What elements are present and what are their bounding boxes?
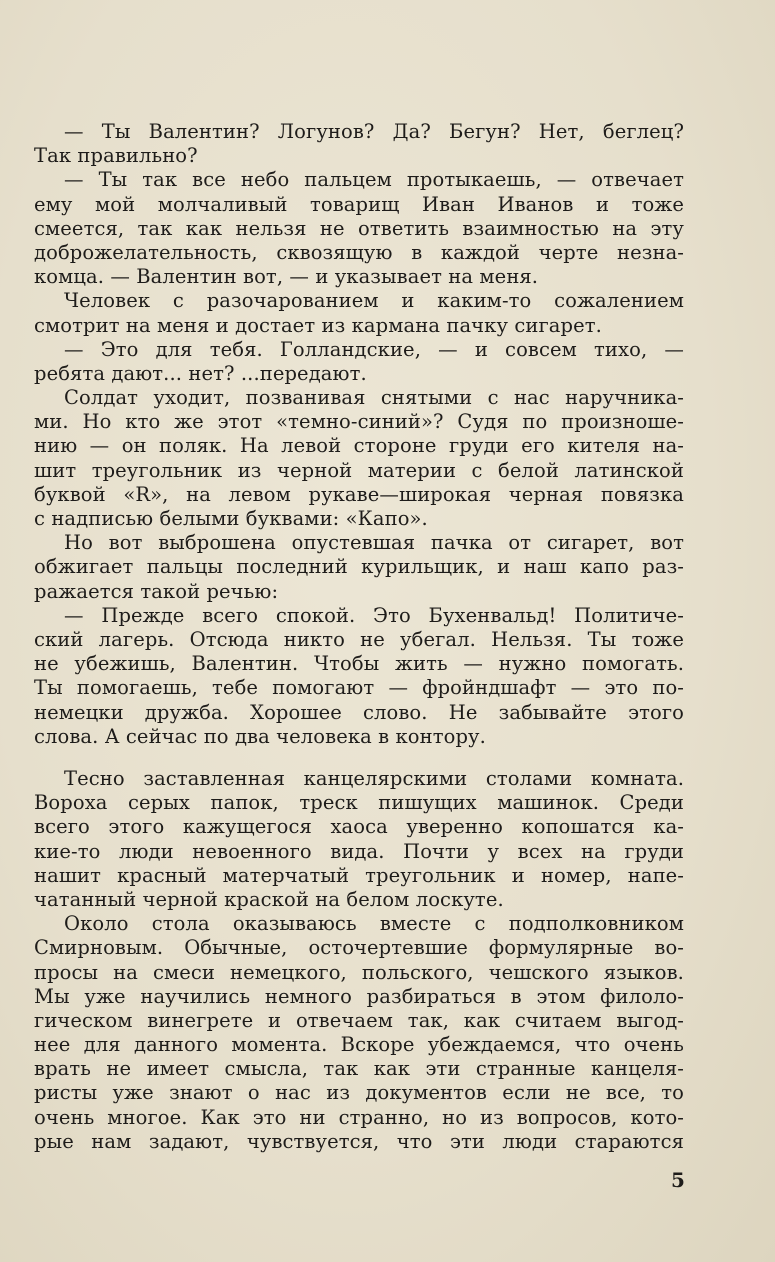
text-line: нее для данного момента. Вскоре убеждаемся, что очень — [34, 1033, 684, 1057]
text-line: ребята дают... нет? ...передают. — [34, 361, 367, 385]
page-number: 5 — [671, 1168, 685, 1192]
text-line: Вороха серых папок, треск пишущих машинок. Среди — [34, 791, 684, 815]
text-line: ский лагерь. Отсюда никто не убегал. Нельзя. Ты тоже — [34, 627, 684, 651]
text-section-2 — [34, 767, 684, 1154]
text-line: всего этого кажущегося хаоса уверенно копошатся ка- — [34, 815, 684, 839]
text-line: нашит красный матерчатый треугольник и номер, напе- — [34, 863, 684, 887]
text-line: кие-то люди невоенного вида. Почти у всех на груди — [34, 839, 684, 863]
text-line: буквой «R», на левом рукаве—широкая черная повязка — [34, 482, 684, 506]
text-line: чатанный черной краской на белом лоскуте. — [34, 887, 504, 911]
text-line: Так правильно? — [34, 144, 198, 168]
text-line: Ты помогаешь, тебе помогают — фройндшафт — это по- — [34, 676, 684, 700]
text-line: рые нам задают, чувствуется, что эти люди стараются — [34, 1129, 684, 1153]
text-line: обжигает пальцы последний курильщик, и наш капо раз- — [34, 555, 684, 579]
text-line: — Прежде всего спокой. Это Бухенвальд! Политиче- — [64, 603, 684, 627]
paragraph — [34, 289, 684, 337]
text-line: с надписью белыми буквами: «Капо». — [34, 507, 428, 530]
text-line: — Ты так все небо пальцем протыкаешь, — отвечает — [64, 168, 684, 192]
paragraph — [34, 386, 684, 531]
text-line: смеется, так как нельзя не ответить взаимностью на эту — [34, 216, 684, 240]
text-line: смотрит на меня и достает из кармана пачку сигарет. — [34, 313, 602, 337]
text-line: гическом винегрете и отвечаем так, как считаем выгод- — [34, 1008, 684, 1032]
paragraph — [34, 767, 684, 912]
text-line: нию — он поляк. На левой стороне груди его кителя на- — [34, 434, 684, 458]
paragraph — [34, 168, 684, 289]
paragraph — [34, 531, 684, 604]
text-line: Около стола оказываюсь вместе с подполковником — [64, 912, 684, 936]
text-line: ристы уже знают о нас из документов если не все, то — [34, 1081, 684, 1105]
text-line: слова. А сейчас по два человека в контору. — [34, 724, 486, 748]
text-line: Человек с разочарованием и каким-то сожалением — [64, 289, 684, 313]
text-line: не убежишь, Валентин. Чтобы жить — нужно помогать. — [34, 652, 684, 676]
text-line: просы на смеси немецкого, польского, чешского языков. — [34, 960, 684, 984]
text-line: — Ты Валентин? Логунов? Да? Бегун? Нет, беглец? — [64, 120, 684, 143]
text-line: шит треугольник из черной материи с белой латинской — [34, 458, 684, 482]
text-line: Мы уже научились немного разбираться в этом филоло- — [34, 984, 684, 1008]
paragraph — [34, 338, 684, 386]
paragraph — [34, 912, 684, 1154]
text-line: немецки дружба. Хорошее слово. Не забывайте этого — [34, 700, 684, 724]
text-line: — Это для тебя. Голландские, — и совсем тихо, — — [64, 337, 684, 361]
text-line: ему мой молчаливый товарищ Иван Иванов и тоже — [34, 192, 684, 216]
text-line: ми. Но кто же этот «темно-синий»? Судя по произноше- — [34, 410, 684, 434]
text-line: Солдат уходит, позванивая снятыми с нас наручника- — [64, 386, 684, 410]
paragraph — [34, 604, 684, 749]
text-line: Тесно заставленная канцелярскими столами комната. — [64, 767, 684, 790]
text-section-1 — [34, 120, 684, 749]
text-line: Но вот выброшена опустевшая пачка от сигарет, вот — [64, 531, 684, 555]
text-line: доброжелательность, сквозящую в каждой черте незна- — [34, 240, 684, 264]
text-line: Смирновым. Обычные, осточертевшие формулярные во- — [34, 936, 684, 960]
paragraph — [34, 120, 684, 168]
text-line: ражается такой речью: — [34, 579, 279, 603]
text-line: очень многое. Как это ни странно, но из вопросов, кото- — [34, 1105, 684, 1129]
text-line: комца. — Валентин вот, — и указывает на меня. — [34, 265, 539, 289]
text-line: врать не имеет смысла, так как эти странные канцеля- — [34, 1057, 684, 1081]
